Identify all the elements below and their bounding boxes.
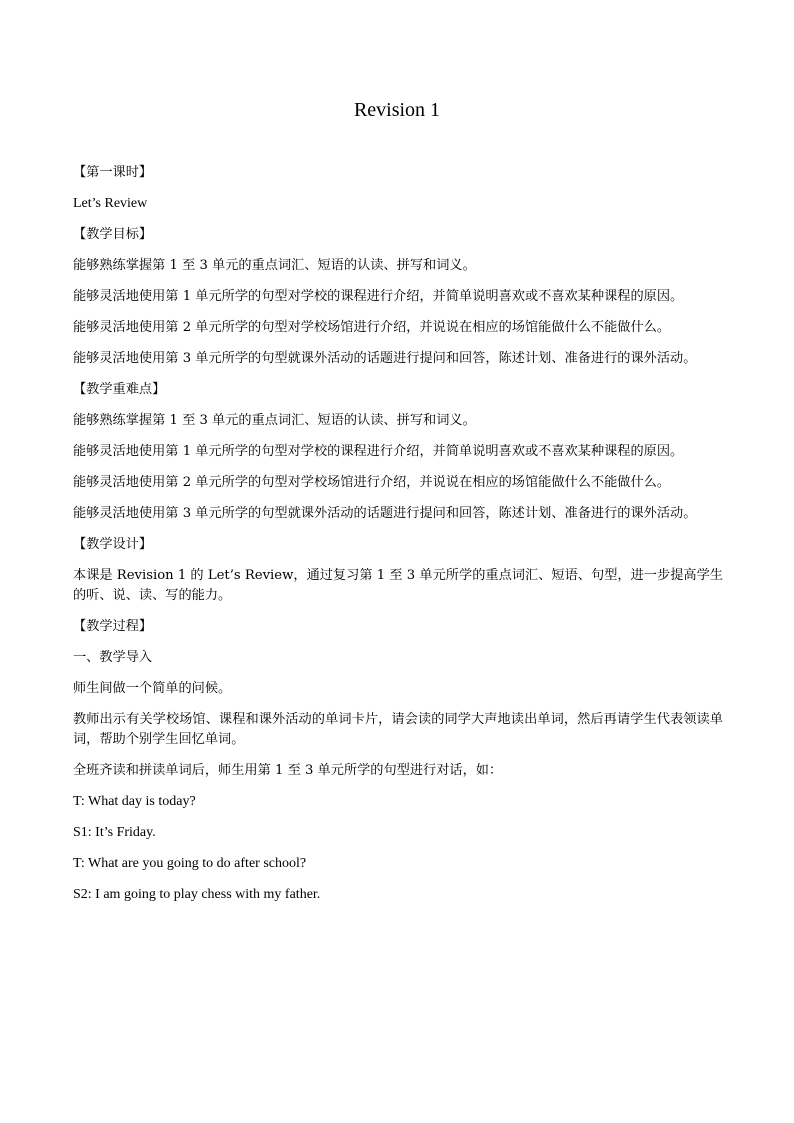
paragraph: 一、教学导入 bbox=[73, 650, 153, 665]
section-heading: 【教学过程】 bbox=[73, 619, 153, 634]
document-body bbox=[73, 163, 723, 905]
paragraph: 能够熟练掌握第 1 至 3 单元的重点词汇、短语的认读、拼写和词义。 bbox=[73, 258, 476, 273]
paragraph: 能够灵活地使用第 1 单元所学的句型对学校的课程进行介绍，并简单说明喜欢或不喜欢某种课程的原因。 bbox=[73, 444, 684, 459]
paragraph: 教师出示有关学校场馆、课程和课外活动的单词卡片，请会读的同学大声地读出单词，然后再请学生代表领读单词，帮助个别学生回忆单词。 bbox=[73, 712, 723, 747]
paragraph: 能够熟练掌握第 1 至 3 单元的重点词汇、短语的认读、拼写和词义。 bbox=[73, 413, 476, 428]
paragraph: 能够灵活地使用第 2 单元所学的句型对学校场馆进行介绍，并说说在相应的场馆能做什么不能做什么。 bbox=[73, 320, 671, 335]
paragraph: 全班齐读和拼读单词后，师生用第 1 至 3 单元所学的句型进行对话，如： bbox=[73, 763, 503, 778]
paragraph: 本课是 Revision 1 的 Let’s Review，通过复习第 1 至 3 单元所学的重点词汇、短语、句型，进一步提高学生的听、说、读、写的能力。 bbox=[73, 568, 723, 603]
paragraph: 能够灵活地使用第 3 单元所学的句型就课外活动的话题进行提问和回答，陈述计划、准备进行的课外活动。 bbox=[73, 351, 697, 366]
paragraph: T: What are you going to do after school? bbox=[73, 856, 307, 871]
section-heading: 【教学重难点】 bbox=[73, 382, 166, 397]
paragraph: 能够灵活地使用第 3 单元所学的句型就课外活动的话题进行提问和回答，陈述计划、准备进行的课外活动。 bbox=[73, 506, 697, 521]
section-heading: 【教学目标】 bbox=[73, 227, 153, 242]
paragraph: 师生间做一个简单的问候。 bbox=[73, 681, 232, 696]
paragraph: Let’s Review bbox=[73, 196, 148, 211]
paragraph: S2: I am going to play chess with my father. bbox=[73, 887, 321, 902]
document-title: Revision 1 bbox=[353, 99, 441, 121]
section-heading: 【教学设计】 bbox=[73, 537, 153, 552]
paragraph: T: What day is today? bbox=[73, 794, 196, 809]
paragraph: 能够灵活地使用第 1 单元所学的句型对学校的课程进行介绍，并简单说明喜欢或不喜欢某种课程的原因。 bbox=[73, 289, 684, 304]
paragraph: 能够灵活地使用第 2 单元所学的句型对学校场馆进行介绍，并说说在相应的场馆能做什么不能做什么。 bbox=[73, 475, 671, 490]
paragraph: S1: It’s Friday. bbox=[73, 825, 156, 840]
section-heading: 【第一课时】 bbox=[73, 165, 153, 180]
